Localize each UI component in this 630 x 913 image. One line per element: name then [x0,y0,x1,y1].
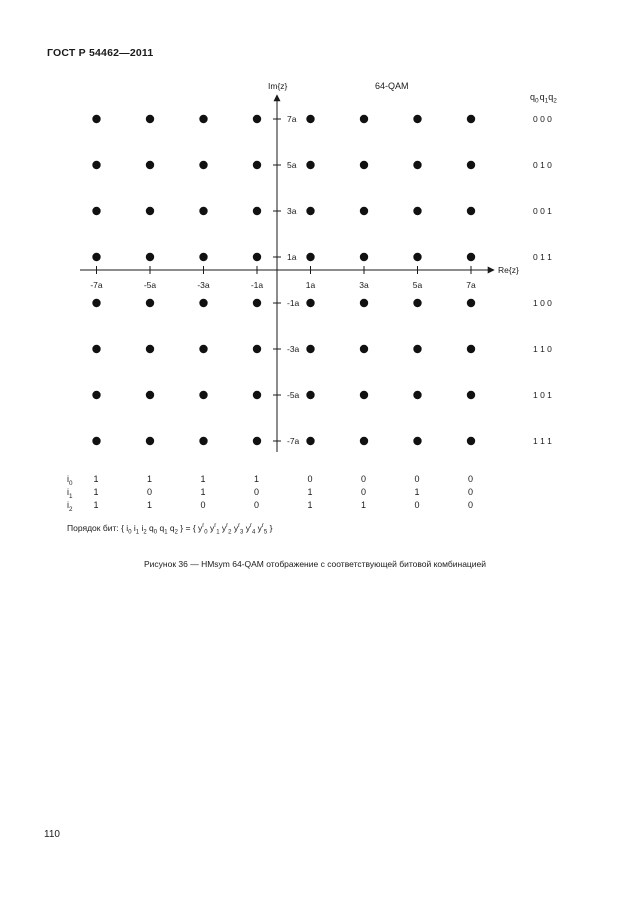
constellation-point [413,299,421,307]
i-bit-value: 0 [414,474,420,484]
constellation-point [360,299,368,307]
figure-caption: Рисунок 36 — HMsym 64-QAM отображение с соответствующей битовой комбинацией [143,559,487,569]
constellation-point [413,115,421,123]
x-tick-label: 1a [305,280,316,290]
constellation-point [360,161,368,169]
y-tick-label: -7a [287,436,300,446]
y-tick-label: 1a [287,252,297,262]
constellation-point [146,161,154,169]
i-bit-value: 0 [254,487,260,497]
constellation-point [306,299,314,307]
constellation-point [467,207,475,215]
constellation-point [253,207,261,215]
constellation-point [360,207,368,215]
constellation-point [146,345,154,353]
q-header: $q_0q_1q_2$ [530,92,557,105]
constellation-point [92,115,100,123]
constellation-point [253,161,261,169]
q-code: 1 1 1 [533,436,552,446]
y-tick-label: 5a [287,160,297,170]
constellation-point [146,299,154,307]
constellation-point [199,253,207,261]
constellation-point [413,161,421,169]
constellation-point [199,115,207,123]
i-bit-value: 0 [361,487,367,497]
constellation-point [199,299,207,307]
i-bit-value: 0 [468,474,474,484]
constellation-point [92,253,100,261]
q-code: 1 0 0 [533,298,552,308]
constellation-point [413,345,421,353]
constellation-point [199,207,207,215]
constellation-point [467,391,475,399]
q-code: 0 0 0 [533,114,552,124]
chart-title: 64-QAM [375,81,409,91]
y-tick-label: 3a [287,206,297,216]
constellation-point [92,299,100,307]
constellation-point [199,437,207,445]
constellation-point [253,115,261,123]
constellation-point [253,299,261,307]
constellation-point [360,115,368,123]
y-axis-label: Im{z} [268,81,288,91]
q-code: 0 1 1 [533,252,552,262]
constellation-point [413,437,421,445]
constellation-point [306,115,314,123]
y-tick-label: -3a [287,344,300,354]
i-bit-value: 0 [254,500,260,510]
x-tick-label: -1a [250,280,264,290]
constellation-point [360,437,368,445]
page-number: 110 [44,829,60,840]
i-bit-value: 1 [147,500,153,510]
constellation-point [413,207,421,215]
i-row-label: $i_0$ [67,474,73,487]
constellation-point [92,437,100,445]
constellation-point [306,437,314,445]
i-bit-value: 0 [147,487,153,497]
i-bit-value: 0 [414,500,420,510]
constellation-point [467,299,475,307]
i-bit-value: 0 [361,474,367,484]
i-row-label: $i_2$ [67,500,73,513]
constellation-point [306,207,314,215]
constellation-point [146,207,154,215]
constellation-point [413,391,421,399]
constellation-point [92,345,100,353]
i-bit-value: 0 [468,500,474,510]
constellation-point [467,253,475,261]
constellation-point [253,345,261,353]
constellation-point [253,253,261,261]
constellation-point [306,391,314,399]
i-bit-value: 1 [200,487,206,497]
constellation-point [146,115,154,123]
y-tick-label: -5a [287,390,300,400]
i-bit-value: 1 [93,474,99,484]
i-bit-value: 1 [307,500,313,510]
constellation-point [199,161,207,169]
constellation-point [92,161,100,169]
i-bit-value: 1 [93,500,99,510]
x-tick-label: -5a [143,280,157,290]
constellation-point [146,437,154,445]
i-bit-value: 0 [200,500,206,510]
x-tick-label: 5a [412,280,423,290]
constellation-point [413,253,421,261]
constellation-point [199,345,207,353]
constellation-point [253,437,261,445]
i-bit-value: 0 [307,474,313,484]
i-bit-value: 1 [147,474,153,484]
document-header: ГОСТ Р 54462—2011 [47,47,154,59]
i-row-label: $i_1$ [67,487,73,500]
x-axis-label: Re{z} [498,265,519,275]
constellation-point [146,391,154,399]
i-bit-value: 1 [414,487,420,497]
x-tick-label: -3a [197,280,210,290]
constellation-point [467,115,475,123]
constellation-point [467,437,475,445]
constellation-point [92,207,100,215]
x-tick-label: 3a [359,280,369,290]
constellation-point [360,345,368,353]
i-bit-value: 1 [200,474,206,484]
i-bit-value: 0 [468,487,474,497]
constellation-point [306,345,314,353]
y-tick-label: 7a [287,114,297,124]
i-bit-value: 1 [361,500,367,510]
constellation-point [306,161,314,169]
x-tick-label: 7a [466,280,476,290]
constellation-point [306,253,314,261]
constellation-point [360,391,368,399]
constellation-point [92,391,100,399]
q-code: 0 0 1 [533,206,552,216]
x-tick-label: -7a [90,280,103,290]
constellation-point [467,345,475,353]
i-bit-value: 1 [254,474,260,484]
constellation-point [253,391,261,399]
q-code: 1 1 0 [533,344,552,354]
q-code: 1 0 1 [533,390,552,400]
constellation-point [360,253,368,261]
bit-order: Порядок бит: { $i_0$ $i_1$ $i_2$ $q_0$ $q_1$ $q_2$ } = { $y^r_0$ $y^r_1$ $y^r_2$ $y^r_3$ $y^r_4$ $y^r_5$ } [67,523,273,536]
constellation-point [146,253,154,261]
constellation-point [467,161,475,169]
y-tick-label: -1a [287,298,300,308]
i-bit-value: 1 [307,487,313,497]
i-bit-value: 1 [93,487,99,497]
constellation-point [199,391,207,399]
q-code: 0 1 0 [533,160,552,170]
